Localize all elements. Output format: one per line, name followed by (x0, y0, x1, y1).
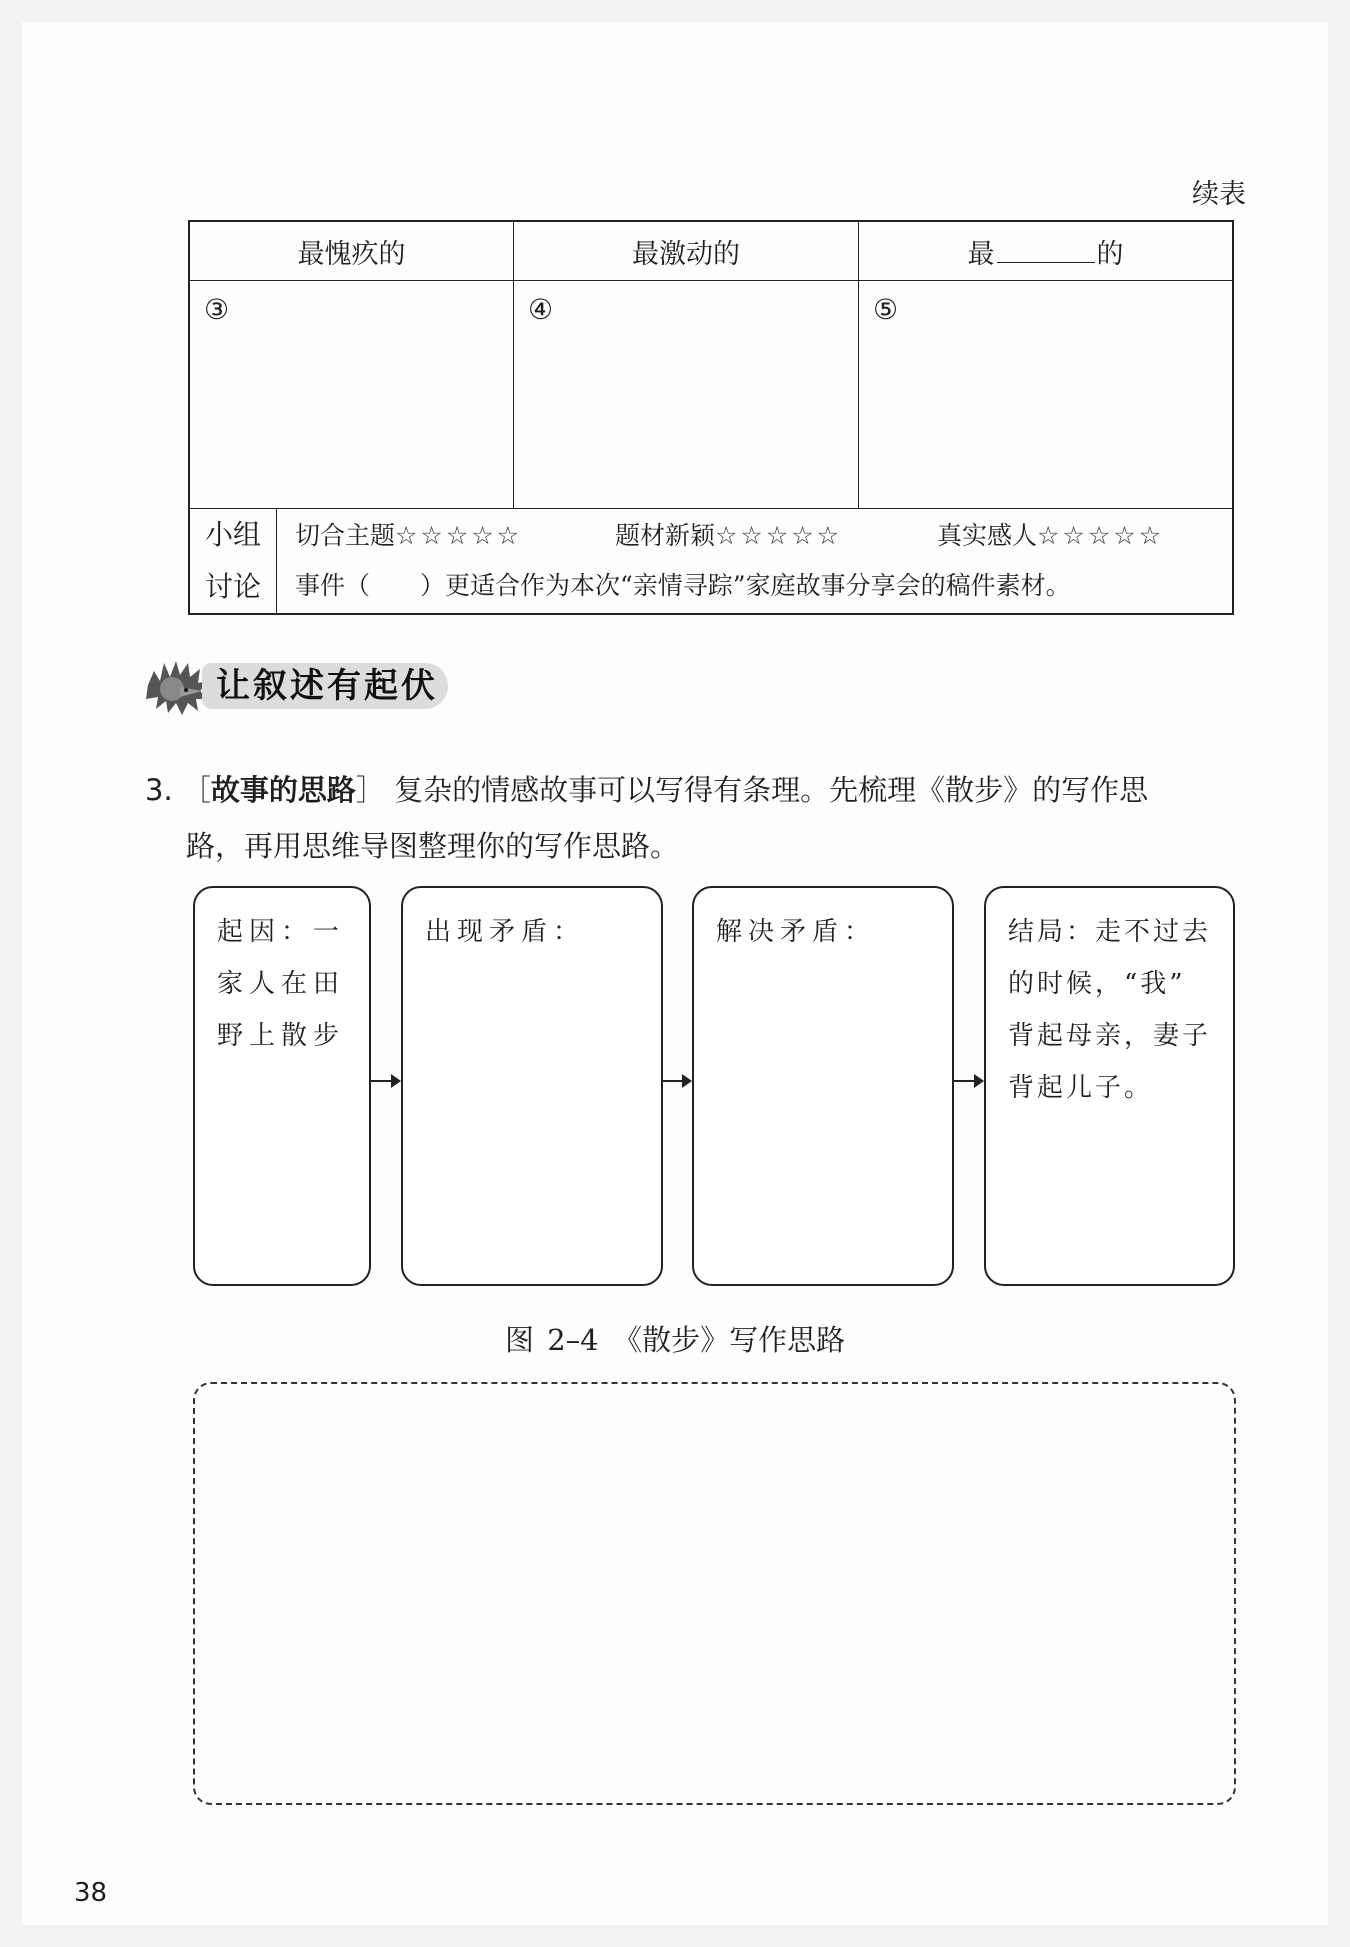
answer-cell-5[interactable] (859, 281, 1234, 509)
table-answer-row (189, 281, 1233, 509)
criteria-row (295, 511, 1232, 561)
flow-arrow (371, 1080, 399, 1082)
question-line-2: 路，再用思维导图整理你的写作思路。 (186, 829, 680, 863)
flow-box-cause[interactable]: 起因：一 家人在田 野上散步 (193, 886, 371, 1286)
circled-number-4: ④ (528, 293, 554, 326)
header-suffix: 的 (1096, 238, 1124, 270)
figure-caption: 图 2–4 《散步》写作思路 (505, 1323, 846, 1357)
flow-box-ending[interactable]: 结局：走不过去 的时候，“我” 背起母亲，妻子 背起儿子。 (984, 886, 1235, 1286)
mind-map-answer-area[interactable] (193, 1382, 1236, 1805)
criterion-novel: 题材新颖☆☆☆☆☆ (615, 511, 937, 561)
discussion-row (189, 509, 1233, 615)
discussion-body (277, 509, 1233, 613)
answer-cell-4[interactable] (514, 281, 859, 509)
question-number: 3. (145, 773, 173, 807)
flow-arrow (954, 1080, 982, 1082)
header-most-excited: 最激动的 (514, 221, 859, 281)
criterion-theme: 切合主题☆☆☆☆☆ (295, 511, 615, 561)
star-rating[interactable]: ☆☆☆☆☆ (395, 521, 523, 550)
flow-arrow (663, 1080, 690, 1082)
question-tag: 故事的思路 (210, 773, 356, 807)
table-header-row (189, 221, 1233, 281)
criterion-moving: 真实感人☆☆☆☆☆ (937, 511, 1164, 561)
discussion-sentence: 事件（ ）更适合作为本次“亲情寻踪”家庭故事分享会的稿件素材。 (295, 571, 1071, 600)
continued-label: 续表 (1192, 179, 1246, 210)
circled-number-3: ③ (204, 293, 230, 326)
section-banner (142, 655, 442, 717)
discussion-label-line1: 小组 (204, 518, 261, 551)
star-rating[interactable]: ☆☆☆☆☆ (1037, 521, 1165, 550)
circled-number-5: ⑤ (873, 293, 899, 326)
header-most-blank (859, 221, 1234, 281)
star-rating[interactable]: ☆☆☆☆☆ (715, 521, 843, 550)
fill-in-blank[interactable] (997, 242, 1095, 263)
question-text-1: 复杂的情感故事可以写得有条理。先梳理《散步》的写作思 (394, 773, 1149, 807)
answer-cell-3[interactable] (189, 281, 514, 509)
event-ranking-table (188, 220, 1234, 615)
section-title: 让叙述有起伏 (202, 663, 448, 709)
header-most-guilty: 最愧疚的 (189, 221, 514, 281)
flow-box-resolution[interactable]: 解决矛盾： (692, 886, 954, 1286)
question-line-1: 3. ［故事的思路］ 复杂的情感故事可以写得有条理。先梳理《散步》的写作思 (145, 773, 1149, 807)
discussion-label-line2: 讨论 (204, 570, 261, 603)
discussion-label (190, 509, 277, 613)
header-prefix: 最 (967, 238, 995, 270)
flow-box-conflict[interactable]: 出现矛盾： (401, 886, 663, 1286)
page-number: 38 (74, 1878, 108, 1908)
